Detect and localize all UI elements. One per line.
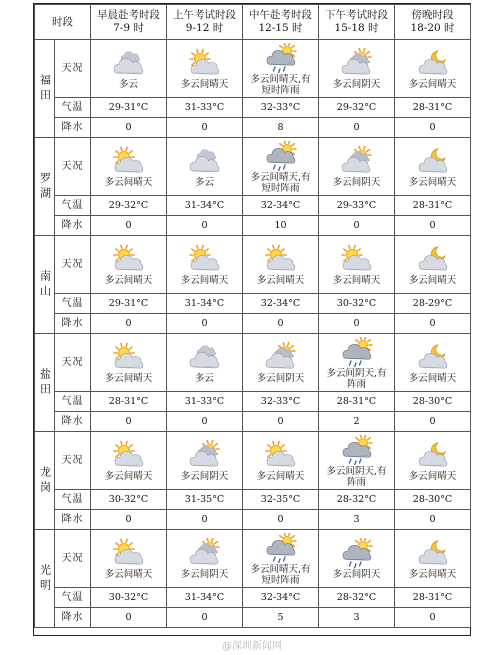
temp-label: 气温 bbox=[55, 588, 91, 608]
rain-label: 降水 bbox=[55, 510, 91, 530]
rain-cell: 0 bbox=[395, 314, 471, 334]
weather-desc: 多云间晴天 bbox=[256, 275, 305, 286]
rain-cell: 0 bbox=[167, 608, 243, 628]
temp-cell: 31-34°C bbox=[167, 196, 243, 216]
temp-label: 气温 bbox=[55, 98, 91, 118]
partly-cloudy-overcast-icon bbox=[264, 342, 298, 372]
cloud-sun-rain-icon bbox=[264, 141, 298, 171]
weather-desc: 多云间晴天 bbox=[104, 373, 153, 384]
temp-cell: 31-34°C bbox=[167, 294, 243, 314]
weather-cell bbox=[319, 530, 395, 588]
period-hours: 12-15 时 bbox=[258, 22, 303, 34]
weather-cell bbox=[91, 334, 167, 392]
weather-row bbox=[35, 236, 471, 294]
period-name: 下午考试时段 bbox=[325, 9, 388, 21]
partly-cloudy-overcast-icon bbox=[188, 440, 222, 470]
rain-cell: 0 bbox=[319, 118, 395, 138]
weather-cell bbox=[167, 432, 243, 490]
weather-cell bbox=[395, 530, 471, 588]
district-name: 罗湖 bbox=[35, 138, 55, 236]
temp-cell: 31-33°C bbox=[167, 98, 243, 118]
district-name: 盐田 bbox=[35, 334, 55, 432]
temp-cell: 30-32°C bbox=[319, 294, 395, 314]
temp-cell: 28-31°C bbox=[91, 392, 167, 412]
weather-desc: 多云间晴天 bbox=[104, 471, 153, 482]
weather-desc: 多云间晴天 bbox=[104, 569, 153, 580]
temp-cell: 32-33°C bbox=[243, 98, 319, 118]
partly-cloudy-moon-icon bbox=[416, 244, 450, 274]
rain-cell: 0 bbox=[395, 412, 471, 432]
partly-cloudy-sunny-icon bbox=[340, 244, 374, 274]
weather-label: 天况 bbox=[55, 334, 91, 392]
header-row bbox=[35, 5, 471, 40]
weather-cell bbox=[395, 236, 471, 294]
weather-desc: 多云间晴天 bbox=[408, 275, 457, 286]
weather-cell bbox=[243, 40, 319, 98]
district-name: 光明 bbox=[35, 530, 55, 628]
period-name: 傍晚时段 bbox=[411, 9, 454, 21]
rain-cell: 0 bbox=[167, 412, 243, 432]
temp-cell: 28-32°C bbox=[319, 588, 395, 608]
rain-cell: 0 bbox=[243, 314, 319, 334]
partly-cloudy-sunny-icon bbox=[264, 244, 298, 274]
rain-cell: 0 bbox=[91, 608, 167, 628]
weather-desc: 多云间晴天 bbox=[408, 471, 457, 482]
period-name: 上午考试时段 bbox=[173, 9, 236, 21]
temp-cell: 29-32°C bbox=[91, 196, 167, 216]
rain-cell: 0 bbox=[243, 510, 319, 530]
weather-desc: 多云间晴天 bbox=[104, 177, 153, 188]
weather-cell bbox=[319, 236, 395, 294]
cloudy-icon bbox=[188, 146, 222, 176]
period-header-label: 时段 bbox=[35, 5, 91, 40]
weather-cell bbox=[243, 138, 319, 196]
weather-cell bbox=[243, 334, 319, 392]
rain-row bbox=[35, 314, 471, 334]
weather-row bbox=[35, 530, 471, 588]
weather-desc: 多云间晴天 bbox=[408, 79, 457, 90]
temp-row bbox=[35, 98, 471, 118]
period-hours: 18-20 时 bbox=[410, 22, 455, 34]
weather-row bbox=[35, 334, 471, 392]
rain-row bbox=[35, 118, 471, 138]
temp-cell: 29-33°C bbox=[319, 196, 395, 216]
forecast-table bbox=[34, 4, 471, 628]
rain-cell: 0 bbox=[167, 216, 243, 236]
temp-cell: 32-34°C bbox=[243, 196, 319, 216]
rain-cell: 0 bbox=[319, 314, 395, 334]
temp-cell: 32-33°C bbox=[243, 392, 319, 412]
weather-row bbox=[35, 40, 471, 98]
temp-row bbox=[35, 588, 471, 608]
weather-cell bbox=[319, 432, 395, 490]
rain-cell: 0 bbox=[167, 118, 243, 138]
rain-cell: 10 bbox=[243, 216, 319, 236]
period-hours: 9-12 时 bbox=[185, 22, 224, 34]
weather-cell bbox=[319, 334, 395, 392]
period-hours: 7-9 时 bbox=[113, 22, 144, 34]
rain-cell: 0 bbox=[395, 118, 471, 138]
period-header-4 bbox=[395, 5, 471, 40]
weather-desc: 多云间晴天 bbox=[256, 471, 305, 482]
weather-label: 天况 bbox=[55, 236, 91, 294]
temp-cell: 30-32°C bbox=[91, 588, 167, 608]
rain-cell: 0 bbox=[167, 314, 243, 334]
temp-cell: 30-32°C bbox=[91, 490, 167, 510]
partly-cloudy-sunny-icon bbox=[112, 440, 146, 470]
cloudy-icon bbox=[188, 342, 222, 372]
cloud-sun-rain-icon bbox=[340, 538, 374, 568]
temp-cell: 32-34°C bbox=[243, 588, 319, 608]
rain-cell: 0 bbox=[91, 216, 167, 236]
weather-cell bbox=[395, 138, 471, 196]
temp-cell: 28-31°C bbox=[395, 196, 471, 216]
period-header-1 bbox=[167, 5, 243, 40]
weather-cell bbox=[167, 138, 243, 196]
temp-cell: 28-31°C bbox=[395, 98, 471, 118]
weather-desc: 多云间阴天,有 阵雨 bbox=[326, 367, 387, 390]
period-name: 早晨赴考时段 bbox=[97, 9, 160, 21]
partly-cloudy-sunny-icon bbox=[188, 48, 222, 78]
weather-desc: 多云间晴天 bbox=[104, 275, 153, 286]
rain-cell: 0 bbox=[395, 510, 471, 530]
weather-cell bbox=[395, 432, 471, 490]
temp-cell: 31-35°C bbox=[167, 490, 243, 510]
period-header-0 bbox=[91, 5, 167, 40]
weather-desc: 多云间阴天 bbox=[180, 471, 229, 482]
partly-cloudy-overcast-icon bbox=[188, 538, 222, 568]
cloud-sun-rain-icon bbox=[264, 533, 298, 563]
weather-cell bbox=[319, 138, 395, 196]
temp-cell: 31-34°C bbox=[167, 588, 243, 608]
weather-desc: 多云间晴天 bbox=[408, 177, 457, 188]
partly-cloudy-sunny-icon bbox=[112, 244, 146, 274]
period-name: 中午赴考时段 bbox=[249, 9, 312, 21]
partly-cloudy-moon-icon bbox=[416, 538, 450, 568]
weather-desc: 多云间晴天 bbox=[180, 79, 229, 90]
weather-desc: 多云间晴天 bbox=[408, 569, 457, 580]
weather-desc: 多云间晴天 bbox=[332, 275, 381, 286]
partly-cloudy-sunny-icon bbox=[112, 146, 146, 176]
rain-label: 降水 bbox=[55, 412, 91, 432]
partly-cloudy-moon-icon bbox=[416, 48, 450, 78]
rain-cell: 8 bbox=[243, 118, 319, 138]
forecast-table-frame bbox=[33, 3, 471, 636]
partly-cloudy-sunny-icon bbox=[264, 440, 298, 470]
weather-label: 天况 bbox=[55, 432, 91, 490]
weather-cell bbox=[319, 40, 395, 98]
weather-desc: 多云间晴天,有 短时阵雨 bbox=[250, 563, 311, 586]
district-name: 福田 bbox=[35, 40, 55, 138]
rain-cell: 0 bbox=[91, 118, 167, 138]
rain-cell: 5 bbox=[243, 608, 319, 628]
weather-desc: 多云间晴天 bbox=[180, 275, 229, 286]
rain-label: 降水 bbox=[55, 216, 91, 236]
temp-cell: 28-29°C bbox=[395, 294, 471, 314]
partly-cloudy-sunny-icon bbox=[112, 538, 146, 568]
temp-cell: 29-32°C bbox=[319, 98, 395, 118]
temp-cell: 29-31°C bbox=[91, 98, 167, 118]
rain-label: 降水 bbox=[55, 608, 91, 628]
temp-row bbox=[35, 392, 471, 412]
rain-cell: 0 bbox=[91, 510, 167, 530]
weather-row bbox=[35, 138, 471, 196]
period-header-3 bbox=[319, 5, 395, 40]
period-header-2 bbox=[243, 5, 319, 40]
weather-cell bbox=[167, 40, 243, 98]
weather-desc: 多云 bbox=[118, 79, 138, 90]
rain-row bbox=[35, 608, 471, 628]
temp-cell: 28-32°C bbox=[319, 490, 395, 510]
rain-cell: 2 bbox=[319, 412, 395, 432]
temp-cell: 29-31°C bbox=[91, 294, 167, 314]
weather-desc: 多云间晴天,有 短时阵雨 bbox=[250, 171, 311, 194]
weather-desc: 多云间晴天,有 短时阵雨 bbox=[250, 73, 311, 96]
partly-cloudy-sunny-icon bbox=[188, 244, 222, 274]
temp-cell: 28-30°C bbox=[395, 392, 471, 412]
district-name: 南山 bbox=[35, 236, 55, 334]
weather-desc: 多云间阴天 bbox=[332, 79, 381, 90]
rain-label: 降水 bbox=[55, 118, 91, 138]
weather-cell bbox=[243, 236, 319, 294]
rain-row bbox=[35, 510, 471, 530]
rain-row bbox=[35, 216, 471, 236]
weather-cell bbox=[167, 236, 243, 294]
weather-desc: 多云 bbox=[194, 373, 214, 384]
watermark: @深圳新闻网 bbox=[222, 641, 282, 652]
weather-desc: 多云间阴天 bbox=[332, 177, 381, 188]
weather-cell bbox=[91, 236, 167, 294]
temp-label: 气温 bbox=[55, 392, 91, 412]
weather-cell bbox=[167, 530, 243, 588]
temp-cell: 31-33°C bbox=[167, 392, 243, 412]
partly-cloudy-moon-icon bbox=[416, 146, 450, 176]
rain-cell: 3 bbox=[319, 608, 395, 628]
weather-desc: 多云间阴天 bbox=[332, 569, 381, 580]
weather-desc: 多云间阴天,有 阵雨 bbox=[326, 465, 387, 488]
rain-cell: 3 bbox=[319, 510, 395, 530]
weather-cell bbox=[91, 40, 167, 98]
weather-cell bbox=[395, 334, 471, 392]
rain-cell: 0 bbox=[243, 412, 319, 432]
weather-cell bbox=[91, 432, 167, 490]
rain-cell: 0 bbox=[91, 314, 167, 334]
district-name: 龙岗 bbox=[35, 432, 55, 530]
temp-label: 气温 bbox=[55, 294, 91, 314]
rain-cell: 0 bbox=[91, 412, 167, 432]
weather-desc: 多云 bbox=[194, 177, 214, 188]
weather-label: 天况 bbox=[55, 40, 91, 98]
weather-desc: 多云间阴天 bbox=[180, 569, 229, 580]
partly-cloudy-overcast-icon bbox=[340, 48, 374, 78]
weather-cell bbox=[395, 40, 471, 98]
cloudy-icon bbox=[112, 48, 146, 78]
weather-row bbox=[35, 432, 471, 490]
rain-label: 降水 bbox=[55, 314, 91, 334]
partly-cloudy-moon-icon bbox=[416, 342, 450, 372]
cloud-sun-rain-icon bbox=[340, 435, 374, 465]
weather-cell bbox=[91, 138, 167, 196]
weather-label: 天况 bbox=[55, 530, 91, 588]
temp-row bbox=[35, 490, 471, 510]
temp-cell: 28-31°C bbox=[319, 392, 395, 412]
weather-cell bbox=[167, 334, 243, 392]
rain-cell: 0 bbox=[395, 216, 471, 236]
cloud-sun-rain-icon bbox=[340, 337, 374, 367]
temp-cell: 28-31°C bbox=[395, 588, 471, 608]
weather-cell bbox=[91, 530, 167, 588]
partly-cloudy-moon-icon bbox=[416, 440, 450, 470]
period-hours: 15-18 时 bbox=[334, 22, 379, 34]
rain-cell: 0 bbox=[395, 608, 471, 628]
rain-cell: 0 bbox=[319, 216, 395, 236]
cloud-sun-rain-icon bbox=[264, 43, 298, 73]
temp-row bbox=[35, 294, 471, 314]
temp-label: 气温 bbox=[55, 196, 91, 216]
rain-row bbox=[35, 412, 471, 432]
temp-cell: 32-35°C bbox=[243, 490, 319, 510]
weather-desc: 多云间阴天 bbox=[256, 373, 305, 384]
temp-cell: 28-30°C bbox=[395, 490, 471, 510]
weather-cell bbox=[243, 432, 319, 490]
weather-label: 天况 bbox=[55, 138, 91, 196]
partly-cloudy-sunny-icon bbox=[112, 342, 146, 372]
weather-cell bbox=[243, 530, 319, 588]
temp-label: 气温 bbox=[55, 490, 91, 510]
partly-cloudy-overcast-icon bbox=[340, 146, 374, 176]
weather-desc: 多云间晴天 bbox=[408, 373, 457, 384]
temp-row bbox=[35, 196, 471, 216]
temp-cell: 32-34°C bbox=[243, 294, 319, 314]
rain-cell: 0 bbox=[167, 510, 243, 530]
